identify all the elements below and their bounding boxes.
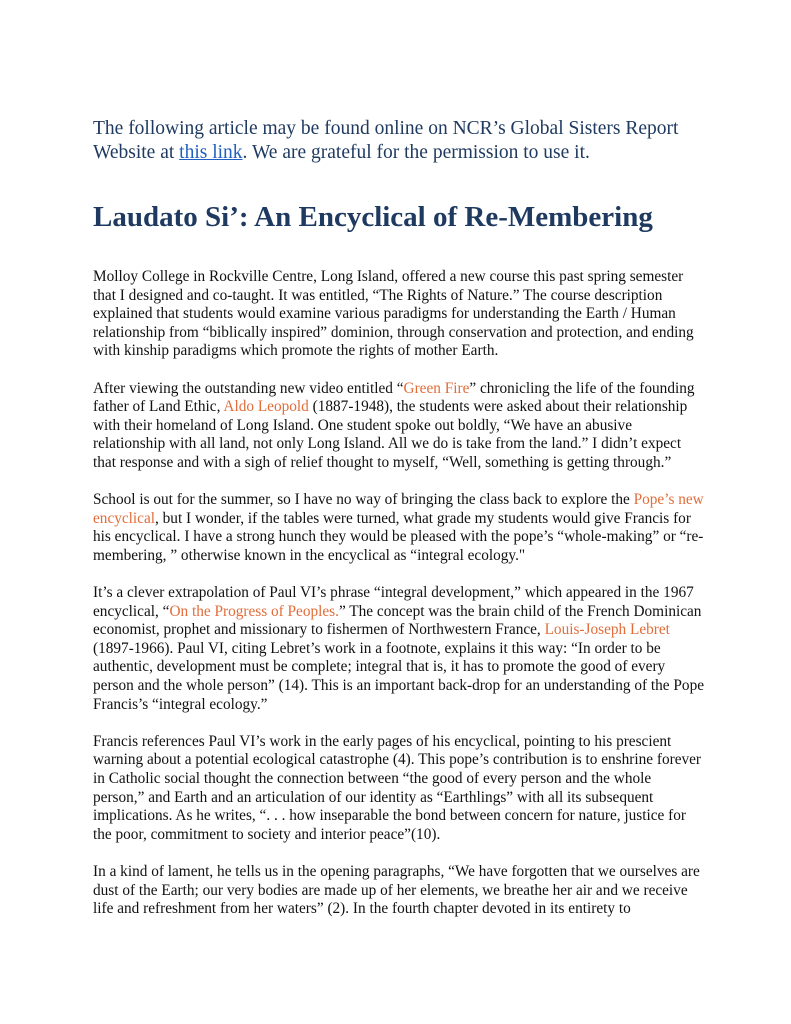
- paragraph-6: In a kind of lament, he tells us in the opening paragraphs, “We have forgotten that we ourselves are dust of the Earth; our very bodies are made up of her elements, we breathe her air and we receive life and refreshment from her waters” (2). In the fourth chapter devoted in its entirety to: [93, 863, 700, 918]
- paragraph-2-text-1: After viewing the outstanding new video entitled “: [93, 379, 404, 397]
- popes-new-encyclical-link[interactable]: Pope’s new encyclical: [93, 491, 704, 527]
- article-body: [93, 268, 705, 937]
- paragraph-5: Francis references Paul VI’s work in the early pages of his encyclical, pointing to his prescient warning about a potential ecological catastrophe (4). This pope’s contribution is to enshrine forever in Catholic social thought the connection between “the good of every person and the whole person,” and Earth and an articulation of our identity as “Earthlings” with all its subsequent implications. As he writes, “. . . how inseparable the bond between concern for nature, justice for the poor, commitment to society and interior peace”(10).: [93, 732, 702, 843]
- article-title: Laudato Si’: An Encyclical of Re-Membering: [93, 201, 653, 233]
- intro-text-before: The following article may be found online on NCR’s Global Sisters Report Website at: [93, 118, 679, 163]
- paragraph-2-text-2: ” chronicling the life of the founding father of Land Ethic,: [93, 379, 695, 416]
- paragraph-3: [93, 491, 705, 565]
- louis-joseph-lebret-link[interactable]: Louis-Joseph Lebret: [544, 621, 670, 639]
- paragraph-2: [93, 380, 705, 473]
- green-fire-link[interactable]: Green Fire: [403, 379, 470, 397]
- paragraph-4-text-2: ” The concept was the brain child of the French Dominican economist, prophet and missionary to fishermen of Northwestern France,: [93, 602, 702, 639]
- paragraph-3-text-1: School is out for the summer, so I have no way of bringing the class back to explore the: [93, 491, 634, 509]
- paragraph-4: [93, 584, 705, 714]
- progress-of-peoples-link[interactable]: On the Progress of Peoples.: [169, 602, 339, 620]
- paragraph-4-text-3: (1897-1966). Paul VI, citing Lebret’s work in a footnote, explains it this way: “In order to be authentic, development must be complete; integral that is, it has to promote the good of every person and the whole person” (14). This is an important back-drop for an understanding of the Pope Francis’s “integral ecology.”: [93, 639, 705, 713]
- paragraph-3-text-2: , but I wonder, if the tables were turned, what grade my students would give Francis for his encyclical. I have a strong hunch they would be pleased with the pope’s “whole-making” or “re-membering, ” otherwise known in the encyclical as “integral ecology.": [93, 509, 704, 564]
- aldo-leopold-link[interactable]: Aldo Leopold: [223, 398, 309, 416]
- intro-text-after: . We are grateful for the permission to use it.: [242, 142, 590, 163]
- paragraph-1: Molloy College in Rockville Centre, Long Island, offered a new course this past spring semester that I designed and co-taught. It was entitled, “The Rights of Nature.” The course description explained that students would examine various paradigms for understanding the Earth / Human relationship from “biblically inspired” dominion, through conservation and protection, and ending with kinship paradigms which promote the rights of mother Earth.: [93, 268, 694, 360]
- paragraph-4-text-1: It’s a clever extrapolation of Paul VI’s phrase “integral development,” which appeared in the 1967 encyclical, “: [93, 584, 694, 620]
- this-link[interactable]: this link: [179, 142, 243, 163]
- paragraph-2-text-3: (1887-1948), the students were asked about their relationship with their homeland of Long Island. One student spoke out boldly, “We have an abusive relationship with all land, not only Long Island. All we do is take from the land.” I didn’t expect that response and with a sigh of relief thought to myself, “Well, something is getting through.”: [93, 398, 688, 471]
- intro-note: [93, 117, 713, 165]
